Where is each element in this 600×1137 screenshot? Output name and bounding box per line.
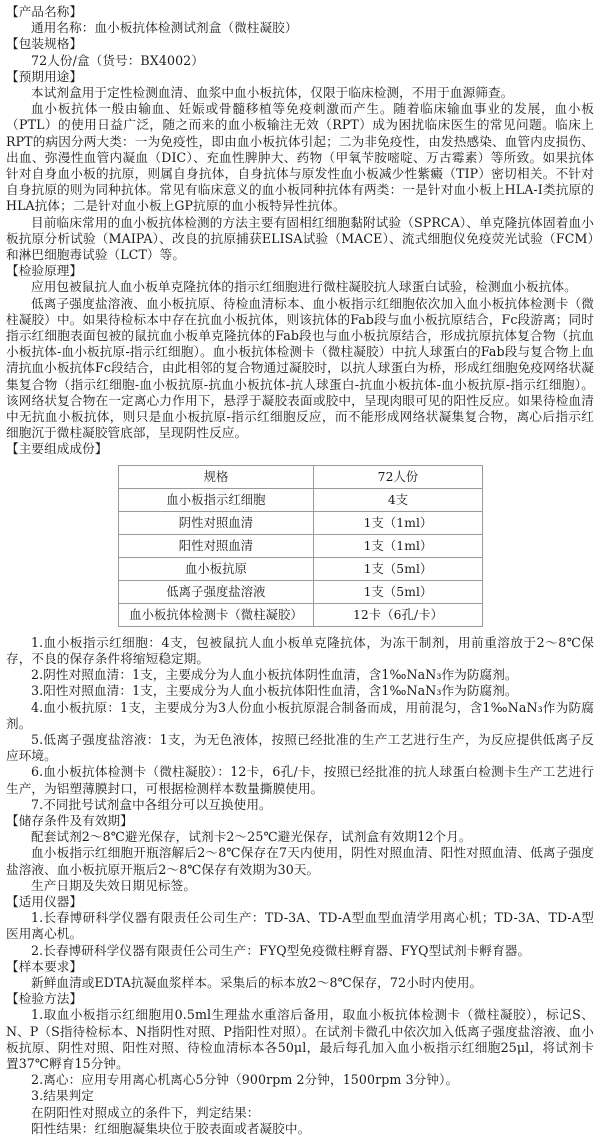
heading-principle: 【检验原理】 [6, 263, 83, 279]
table-row [119, 534, 483, 557]
heading-sample: 【样本要求】 [6, 958, 83, 974]
method-paragraph: 1.取血小板指示红细胞用0.5ml生理盐水重溶后备用，取血小板抗体检测卡（微柱凝胶），标记S、N、P（S指待检标本、N指阴性对照、P指阳性对照）。在试剂卡微孔中依次加入低离子强度盐溶液、血小板抗原、阴性对照、阳性对照、待检血清标本各50μl，最后每孔加入血小板指示红细胞25μl，将试剂卡置37℃孵育15分钟。 [6, 1007, 594, 1071]
component-note: 3.阳性对照血清：1支，主要成分为人血小板抗体阳性血清，含1‰NaN₃作为防腐剂。 [31, 683, 518, 699]
components-table [118, 465, 483, 627]
table-row [119, 603, 483, 626]
table-cell: 1支（1ml） [314, 534, 483, 557]
intended-use-paragraph: 目前临床常用的血小板抗体检测的方法主要有固相红细胞黏附试验（SPRCA）、单克隆抗体固着血小板抗原分析试验（MAIPA）、改良的抗原捕获ELISA试验（MACE）、流式细胞仪免疫荧光试验（FCM）和淋巴细胞毒试验（LCT）等。 [6, 214, 594, 263]
components-table-wrap [6, 458, 594, 635]
instrument-paragraph: 2.长春博研科学仪器有限责任公司生产：FYQ型免疫微柱孵育器、FYQ型试剂卡孵育器。 [31, 942, 531, 958]
instruction-document [6, 0, 594, 1137]
method-line: 在阴阳性对照成立的条件下，判定结果： [31, 1104, 260, 1120]
heading-instruments: 【适用仪器】 [6, 893, 83, 909]
table-cell: 12卡（6孔/卡） [314, 603, 483, 626]
table-cell: 阳性对照血清 [119, 534, 314, 557]
table-cell-header: 规格 [119, 465, 314, 488]
component-note: 5.低离子强度盐溶液：1支，为无色液体，按照已经批准的生产工艺进行生产，为反应提供低离子反应环境。 [6, 731, 594, 764]
table-cell: 4支 [314, 488, 483, 511]
heading-method: 【检验方法】 [6, 991, 83, 1007]
principle-paragraph: 低离子强度盐溶液、血小板抗原、待检血清标本、血小板指示红细胞依次加入血小板抗体检测卡（微柱凝胶）中。如果待检标本中存在抗血小板抗体，则该抗体的Fab段与血小板抗原结合，Fc段游离；同时指示红细胞表面包被的鼠抗血小板单克隆抗体的Fab段也与血小板抗原结合，形成抗原抗体复合物（抗血小板抗体-血小板抗原-指示红细胞）。血小板抗体检测卡（微柱凝胶）中抗人球蛋白的Fab段与复合物上血清抗血小板抗体Fc段结合，由此相邻的复合物通过凝胶时，以抗人球蛋白为桥，形成红细胞免疫网络状凝集复合物（指示红细胞-血小板抗原-抗血小板抗体-抗人球蛋白-抗血小板抗体-血小板抗原-指示红细胞）。该网络状复合物在一定离心力作用下，悬浮于凝胶表面或胶中，呈现肉眼可见的阳性反应。如果待检血清中无抗血小板抗体，则只是血小板抗原-指示红细胞反应，而不能形成网络状凝集复合物，离心后指示红细胞沉于微柱凝胶管底部，呈现阴性反应。 [6, 295, 594, 441]
principle-paragraph: 应用包被鼠抗人血小板单克隆抗体的指示红细胞进行微柱凝胶抗人球蛋白试验，检测血小板抗体。 [31, 279, 577, 295]
table-row [119, 511, 483, 534]
sample-paragraph: 新鲜血清或EDTA抗凝血浆样本。采集后的标本放2～8℃保存，72小时内使用。 [31, 974, 483, 990]
component-note: 6.血小板抗体检测卡（微柱凝胶）：12卡，6孔/卡，按照已经批准的抗人球蛋白检测卡生产工艺进行生产，为铝塑薄膜封口，可根据检测样本数量撕膜使用。 [6, 764, 594, 796]
component-note: 4.血小板抗原：1支，主要成分为3人份血小板抗原混合制备而成，用前混匀，含1‰NaN₃作为防腐剂。 [6, 699, 594, 731]
table-cell: 低离子强度盐溶液 [119, 580, 314, 603]
table-row [119, 557, 483, 580]
table-cell-header: 72人份 [314, 465, 483, 488]
component-note: 2.阴性对照血清：1支，主要成分为人血小板抗体阴性血清，含1‰NaN₃作为防腐剂。 [31, 667, 518, 683]
storage-paragraph: 生产日期及失效日期见标签。 [31, 877, 197, 893]
intended-use-paragraph: 血小板抗体一般由输血、妊娠或骨髓移植等免疫刺激而产生。随着临床输血事业的发展，血小板（PTL）的使用日益广泛，随之而来的血小板输注无效（RPT）成为困扰临床医生的常见问题。临床上RPT的病因分两大类：一为免疫性，即由血小板抗体引起；二为非免疫性，由发热感染、血管内皮损伤、出血、弥漫性血管内凝血（DIC）、充血性脾肿大、药物（甲氧苄胺嘧啶、万古霉素）等所致。如果抗体针对自身血小板的抗原，则属自身抗体，自身抗体与原发性血小板减少性紫癜（TIP）密切相关。不针对自身抗原的则为同种抗体。常见有临床意义的血小板同种抗体有两类：一是针对血小板上HLA-I类抗原的HLA抗体；二是针对血小板上GP抗原的血小板特异性抗体。 [6, 101, 594, 214]
component-note: 7.不同批号试剂盒中各组分可以互换使用。 [31, 796, 272, 812]
table-cell: 血小板抗原 [119, 557, 314, 580]
package-spec-line: 72人份/盒（货号：BX4002） [31, 52, 204, 68]
intended-use-paragraph: 本试剂盒用于定性检测血清、血浆中血小板抗体，仅限于临床检测，不用于血源筛查。 [31, 85, 514, 101]
heading-storage: 【储存条件及有效期】 [6, 812, 133, 828]
generic-name-line: 通用名称：血小板抗体检测试剂盒（微柱凝胶） [31, 20, 298, 36]
storage-paragraph: 血小板指示红细胞开瓶溶解后2～8℃保存在7天内使用，阴性对照血清、阳性对照血清、低离子强度盐溶液、血小板抗原开瓶后2～8℃保存有效期为30天。 [6, 845, 594, 877]
method-paragraph: 2.离心：应用专用离心机离心5分钟（900rpm 2分钟，1500rpm 3分钟）。 [31, 1072, 459, 1088]
table-cell: 血小板指示红细胞 [119, 488, 314, 511]
heading-components: 【主要组成成份】 [6, 441, 108, 457]
method-line: 3.结果判定 [31, 1088, 94, 1104]
table-row [119, 580, 483, 603]
table-row [119, 465, 483, 488]
table-row [119, 488, 483, 511]
component-note: 1.血小板指示红细胞：4支，包被鼠抗人血小板单克隆抗体，为冻干制剂，用前重溶放于2～8℃保存，不良的保存条件将缩短稳定期。 [6, 634, 594, 666]
storage-paragraph: 配套试剂2～8℃避光保存，试剂卡2～25℃避光保存，试剂盒有效期12个月。 [31, 829, 472, 845]
table-cell: 1支（5ml） [314, 557, 483, 580]
heading-package: 【包装规格】 [6, 36, 83, 52]
method-line: 阳性结果：红细胞凝集块位于胶表面或者凝胶中。 [31, 1120, 311, 1136]
table-cell: 阴性对照血清 [119, 511, 314, 534]
table-cell: 1支（1ml） [314, 511, 483, 534]
heading-product-name: 【产品名称】 [6, 4, 83, 19]
table-cell: 1支（5ml） [314, 580, 483, 603]
heading-intended-use: 【预期用途】 [6, 68, 83, 84]
instrument-paragraph: 1.长春博研科学仪器有限责任公司生产：TD-3A、TD-A型血型血清学用离心机；TD-3A、TD-A型医用离心机。 [6, 910, 594, 942]
table-cell: 血小板抗体检测卡（微柱凝胶） [119, 603, 314, 626]
